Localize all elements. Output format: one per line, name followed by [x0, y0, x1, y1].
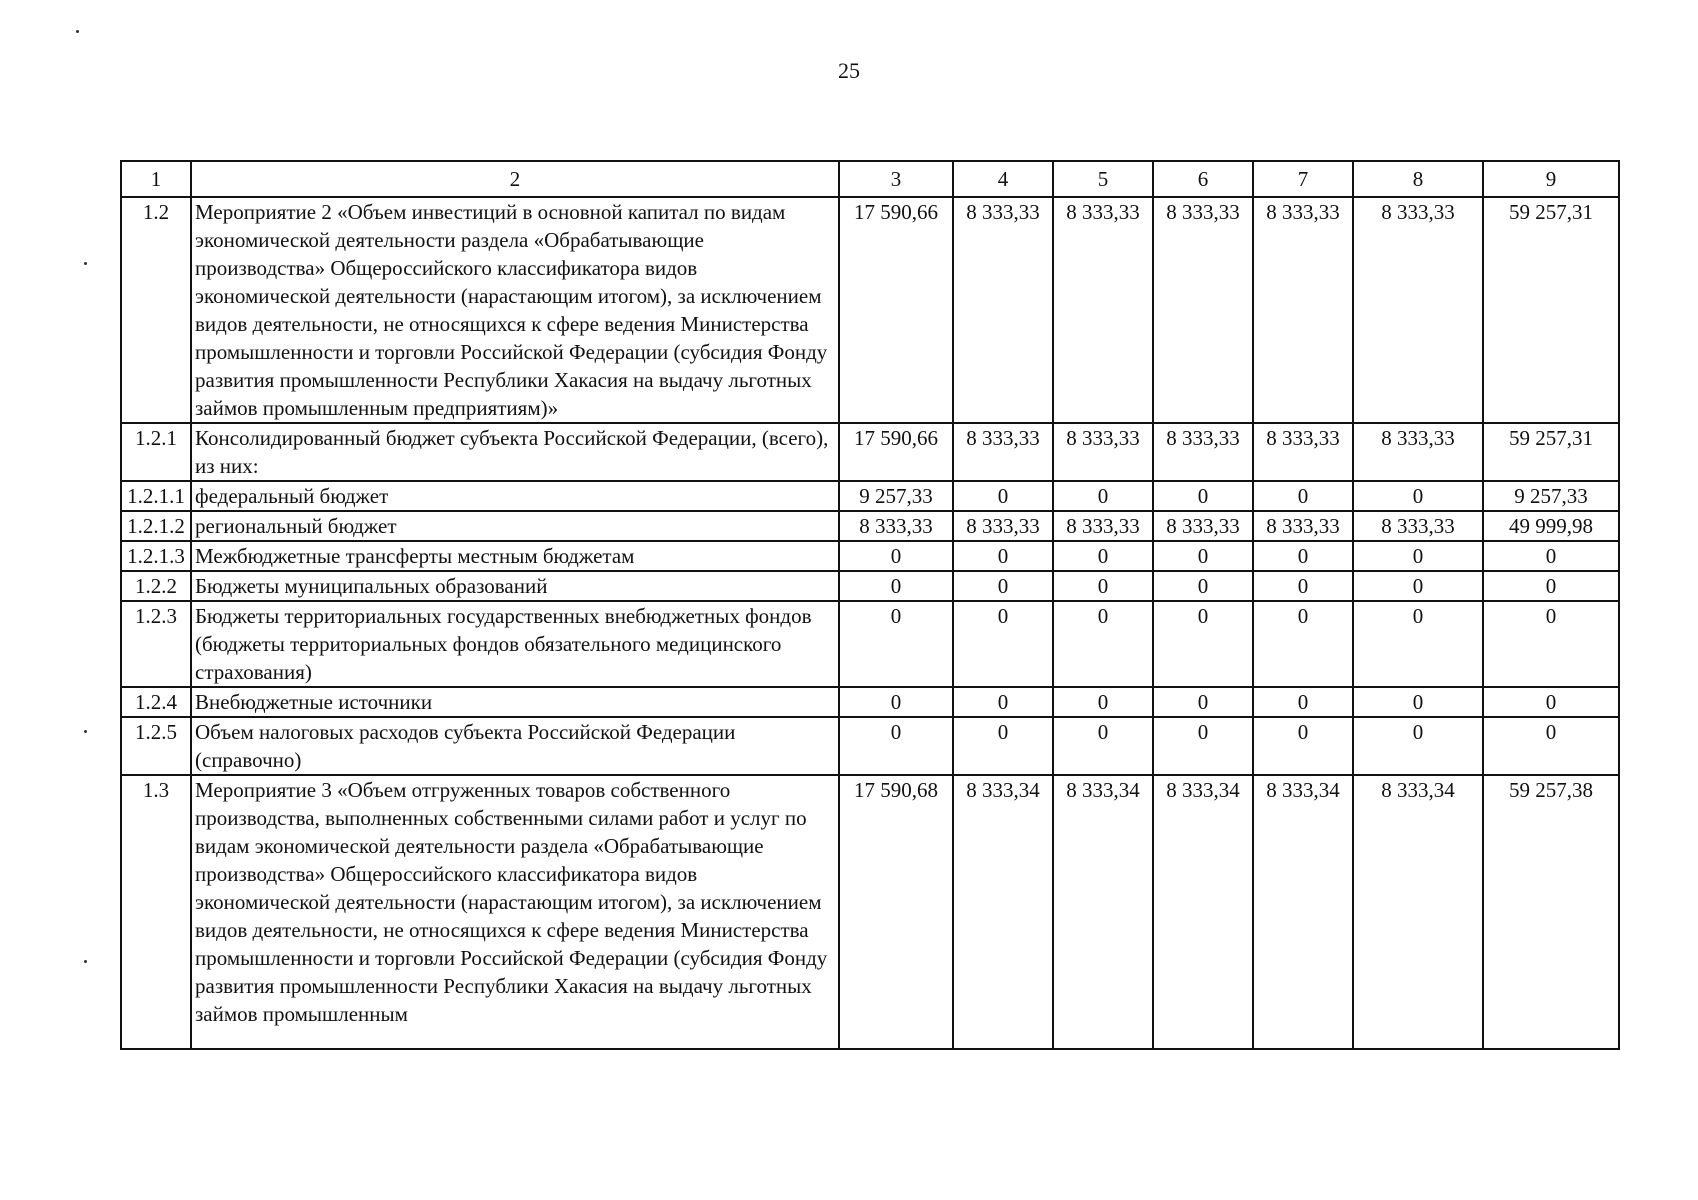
value-cell: 0 [1353, 571, 1483, 601]
value-cell: 8 333,33 [839, 511, 953, 541]
value-cell: 0 [1253, 541, 1353, 571]
value-cell: 0 [1053, 571, 1153, 601]
scan-speck [76, 30, 79, 33]
value-cell: 0 [953, 717, 1053, 775]
value-cell: 0 [953, 687, 1053, 717]
header-row [121, 161, 1619, 197]
value-cell: 8 333,33 [1053, 197, 1153, 423]
value-cell: 9 257,33 [839, 481, 953, 511]
value-cell: 0 [1483, 541, 1619, 571]
row-code: 1.2.1.3 [121, 541, 191, 571]
row-code: 1.2.1.1 [121, 481, 191, 511]
value-cell: 0 [1483, 687, 1619, 717]
value-cell: 0 [1253, 601, 1353, 687]
value-cell: 17 590,66 [839, 423, 953, 481]
value-cell: 8 333,34 [1253, 775, 1353, 1049]
value-cell: 8 333,33 [1153, 423, 1253, 481]
table-row [121, 423, 1619, 481]
value-cell: 0 [839, 687, 953, 717]
value-cell: 0 [953, 601, 1053, 687]
row-code: 1.2 [121, 197, 191, 423]
table-row [121, 601, 1619, 687]
row-code: 1.2.1 [121, 423, 191, 481]
table-row [121, 481, 1619, 511]
header-cell: 4 [953, 161, 1053, 197]
row-code: 1.2.4 [121, 687, 191, 717]
value-cell: 9 257,33 [1483, 481, 1619, 511]
header-cell: 9 [1483, 161, 1619, 197]
row-description: Консолидированный бюджет субъекта Российской Федерации, (всего), из них: [191, 423, 839, 481]
value-cell: 0 [1153, 601, 1253, 687]
value-cell: 0 [1353, 541, 1483, 571]
header-cell: 8 [1353, 161, 1483, 197]
row-description: Объем налоговых расходов субъекта Российской Федерации (справочно) [191, 717, 839, 775]
table-row [121, 775, 1619, 1049]
table-row [121, 571, 1619, 601]
value-cell: 8 333,33 [1053, 423, 1153, 481]
value-cell: 59 257,31 [1483, 197, 1619, 423]
table-row [121, 197, 1619, 423]
row-code: 1.2.5 [121, 717, 191, 775]
value-cell: 8 333,33 [1253, 197, 1353, 423]
row-description: Внебюджетные источники [191, 687, 839, 717]
table-row [121, 687, 1619, 717]
value-cell: 0 [1483, 571, 1619, 601]
value-cell: 0 [953, 571, 1053, 601]
value-cell: 0 [1253, 717, 1353, 775]
value-cell: 8 333,33 [1353, 423, 1483, 481]
value-cell: 0 [1053, 687, 1153, 717]
value-cell: 8 333,34 [953, 775, 1053, 1049]
value-cell: 0 [839, 717, 953, 775]
value-cell: 0 [1253, 571, 1353, 601]
header-cell: 3 [839, 161, 953, 197]
value-cell: 8 333,33 [1253, 423, 1353, 481]
value-cell: 0 [953, 481, 1053, 511]
value-cell: 8 333,33 [953, 423, 1053, 481]
row-code: 1.2.2 [121, 571, 191, 601]
value-cell: 8 333,33 [953, 511, 1053, 541]
value-cell: 0 [1353, 601, 1483, 687]
header-cell: 5 [1053, 161, 1153, 197]
value-cell: 8 333,34 [1353, 775, 1483, 1049]
scan-speck [84, 730, 87, 733]
value-cell: 0 [1253, 481, 1353, 511]
value-cell: 0 [1483, 717, 1619, 775]
row-description: Бюджеты муниципальных образований [191, 571, 839, 601]
value-cell: 8 333,33 [1353, 197, 1483, 423]
value-cell: 0 [1483, 601, 1619, 687]
value-cell: 0 [1153, 571, 1253, 601]
table-row [121, 511, 1619, 541]
value-cell: 59 257,38 [1483, 775, 1619, 1049]
value-cell: 8 333,33 [953, 197, 1053, 423]
value-cell: 8 333,33 [1253, 511, 1353, 541]
value-cell: 0 [839, 571, 953, 601]
value-cell: 49 999,98 [1483, 511, 1619, 541]
value-cell: 8 333,33 [1153, 511, 1253, 541]
value-cell: 17 590,68 [839, 775, 953, 1049]
value-cell: 0 [1253, 687, 1353, 717]
row-code: 1.2.3 [121, 601, 191, 687]
row-description: Мероприятие 2 «Объем инвестиций в основной капитал по видам экономической деятельности раздела «Обрабатывающие производства» Общероссийского классификатора видов экономической деятельности (нарастающим итогом), за исключением видов деятельности, не относящихся к сфере ведения Министерства промышленности и торговли Российской Федерации (субсидия Фонду развития промышленности Республики Хакасия на выдачу льготных займов промышленным предприятиям)» [191, 197, 839, 423]
row-description: региональный бюджет [191, 511, 839, 541]
value-cell: 0 [1353, 717, 1483, 775]
budget-table [120, 160, 1620, 1050]
row-description: Бюджеты территориальных государственных внебюджетных фондов (бюджеты территориальных фондов обязательного медицинского страхования) [191, 601, 839, 687]
row-description: Мероприятие 3 «Объем отгруженных товаров собственного производства, выполненных собственными силами работ и услуг по видам экономической деятельности раздела «Обрабатывающие производства» Общероссийского классификатора видов экономической деятельности (нарастающим итогом), за исключением видов деятельности, не относящихся к сфере ведения Министерства промышленности и торговли Российской Федерации (субсидия Фонду развития промышленности Республики Хакасия на выдачу льготных займов промышленным [191, 775, 839, 1049]
value-cell: 0 [839, 601, 953, 687]
value-cell: 17 590,66 [839, 197, 953, 423]
value-cell: 0 [953, 541, 1053, 571]
value-cell: 8 333,33 [1353, 511, 1483, 541]
row-code: 1.2.1.2 [121, 511, 191, 541]
value-cell: 0 [1153, 481, 1253, 511]
table-row [121, 541, 1619, 571]
header-cell: 1 [121, 161, 191, 197]
value-cell: 0 [1053, 481, 1153, 511]
value-cell: 0 [839, 541, 953, 571]
value-cell: 0 [1053, 601, 1153, 687]
header-cell: 7 [1253, 161, 1353, 197]
value-cell: 0 [1353, 687, 1483, 717]
header-cell: 2 [191, 161, 839, 197]
scan-speck [84, 960, 87, 963]
value-cell: 0 [1053, 717, 1153, 775]
header-cell: 6 [1153, 161, 1253, 197]
value-cell: 0 [1153, 687, 1253, 717]
page-number: 25 [838, 58, 860, 83]
value-cell: 8 333,33 [1053, 511, 1153, 541]
value-cell: 8 333,33 [1153, 197, 1253, 423]
value-cell: 8 333,34 [1053, 775, 1153, 1049]
scan-speck [84, 262, 87, 265]
row-code: 1.3 [121, 775, 191, 1049]
table-row [121, 717, 1619, 775]
value-cell: 0 [1353, 481, 1483, 511]
row-description: федеральный бюджет [191, 481, 839, 511]
value-cell: 0 [1153, 541, 1253, 571]
value-cell: 59 257,31 [1483, 423, 1619, 481]
value-cell: 0 [1153, 717, 1253, 775]
row-description: Межбюджетные трансферты местным бюджетам [191, 541, 839, 571]
value-cell: 0 [1053, 541, 1153, 571]
value-cell: 8 333,34 [1153, 775, 1253, 1049]
